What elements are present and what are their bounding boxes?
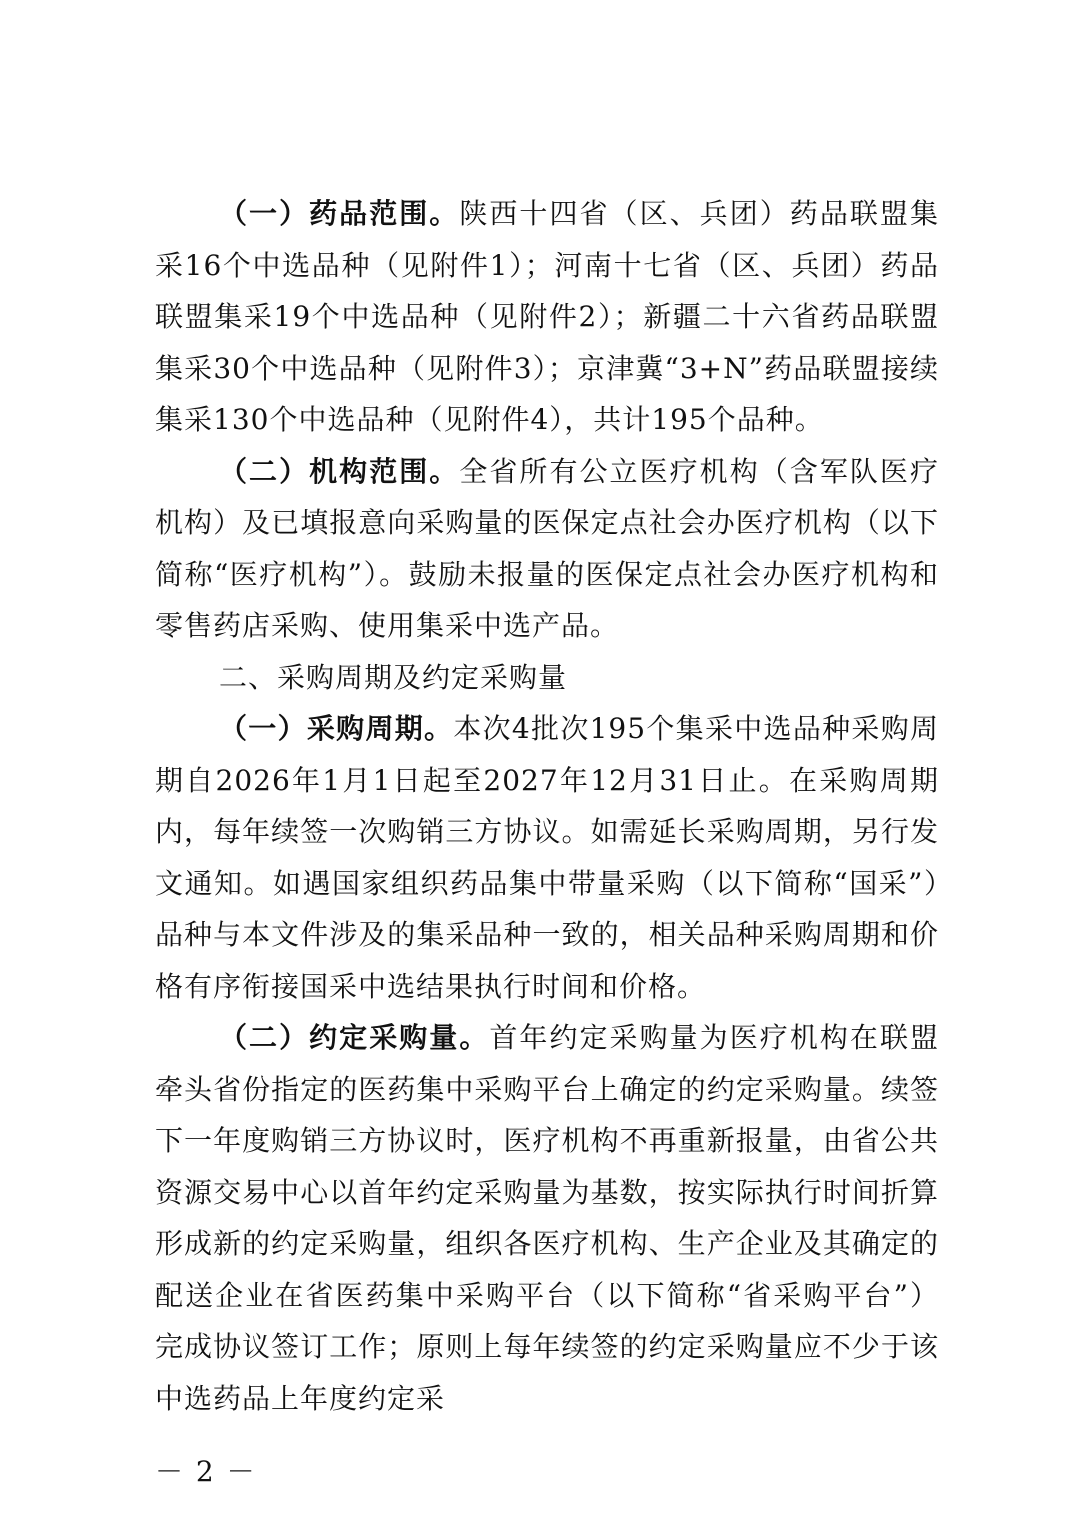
paragraph-lead: （一）采购周期。 <box>219 712 454 745</box>
paragraph-procurement-cycle <box>155 703 939 1012</box>
section-heading: 二、采购周期及约定采购量 <box>219 660 568 694</box>
paragraph-text: 首年约定采购量为医疗机构在联盟牵头省份指定的医药集中采购平台上确定的约定采购量。续签下一年度购销三方协议时，医疗机构不再重新报量，由省公共资源交易中心以首年约定采购量为基数，按实际执行时间折算形成新的约定采购量，组织各医疗机构、生产企业及其确定的配送企业在省医药集中采购平台（以下简称“省采购平台”）完成协议签订工作；原则上每年续签的约定采购量应不少于该中选药品上年度约定采 <box>155 1021 939 1415</box>
paragraph-lead: （二）约定采购量。 <box>219 1021 490 1054</box>
paragraph-agreed-volume <box>155 1012 939 1424</box>
paragraph-lead: （二）机构范围。 <box>219 454 460 488</box>
document-body <box>155 188 939 1424</box>
paragraph-institution-scope <box>155 446 939 652</box>
paragraph-text: 本次4批次195个集采中选品种采购周期自2026年1月1日起至2027年12月31日止。在采购周期内，每年续签一次购销三方协议。如需延长采购周期，另行发文通知。如遇国家组织药品集中带量采购（以下简称“国采”）品种与本文件涉及的集采品种一致的，相关品种采购周期和价格有序衔接国采中选结果执行时间和价格。 <box>155 712 939 1003</box>
paragraph-text: 陕西十四省（区、兵团）药品联盟集采16个中选品种（见附件1）；河南十七省（区、兵团）药品联盟集采19个中选品种（见附件2）；新疆二十六省药品联盟集采30个中选品种（见附件3）；京津冀“3+N”药品联盟接续集采130个中选品种（见附件4），共计195个品种。 <box>155 197 939 436</box>
paragraph-lead: （一）药品范围。 <box>219 197 460 230</box>
paragraph-text: 全省所有公立医疗机构（含军队医疗机构）及已填报意向采购量的医保定点社会办医疗机构（以下简称“医疗机构”）。鼓励未报量的医保定点社会办医疗机构和零售药店采购、使用集采中选产品。 <box>155 454 939 642</box>
page-number: － 2 － <box>155 1455 257 1488</box>
paragraph-drug-scope <box>155 188 939 446</box>
